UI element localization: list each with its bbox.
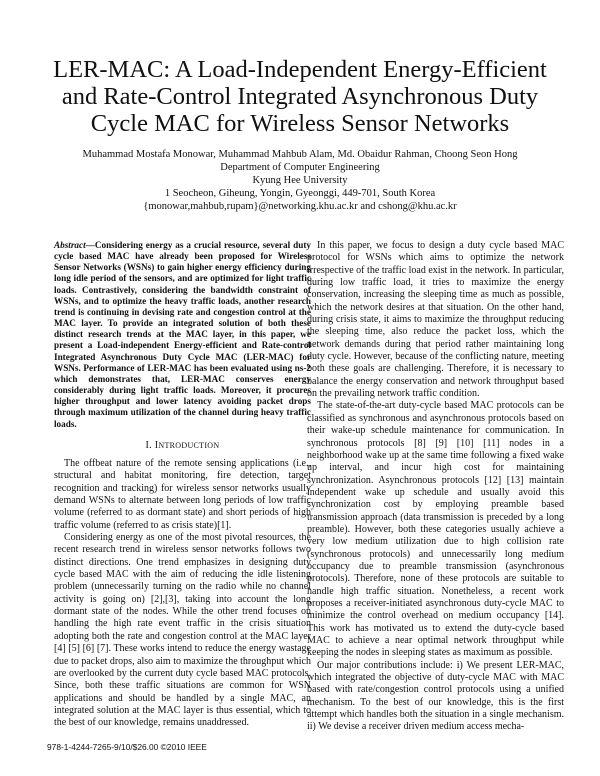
department: Department of Computer Engineering bbox=[220, 162, 380, 173]
email: {monowar,mahbub,rupam}@networking.khu.ac.kr and cshong@khu.ac.kr bbox=[143, 201, 457, 212]
section-heading-numeral: I. I bbox=[145, 439, 159, 451]
paragraph: Our major contributions include: i) We present LER-MAC, which integrated the objective of duty-cycle MAC with MAC based with rate/congestion control protocols using a unified mechanism. To the best of our knowledge, this is the first attempt which handles both the situation in a single mechanism. ii) We devise a receiver driven medium access mecha- bbox=[307, 659, 564, 733]
paragraph: The state-of-the-art duty-cycle based MAC protocols can be classified as synchronous and asynchronous protocols based on their wake-up schedule maintenance for communication. In synchronous protocols [8] [9] [10] [11] nodes in a neighborhood wake up at the same time following a fixed wake up interval, and incur high cost for maintaining synchronization. Asynchronous protocols [12] [13] maintain independent wake up schedule and usually avoid this synchronization cost by employing preamble based transmission approach (data transmission is preceded by a long preamble). However, both these categories usually achieve a very low medium utilization due to high collision rate (synchronous protocols) and unnecessarily long medium occupancy due to preamble transmission (asynchronous protocols). Therefore, none of these protocols are suitable to handle high traffic situation. Nonetheless, a recent work proposes a receiver-initiated asynchronous duty-cycle MAC to minimize the control overhead on medium occupancy [14]. This work has motivated us to extend the duty-cycle based MAC to achieve a near optimal network throughput while keeping the nodes in sleeping states as maximum as possible. bbox=[307, 400, 564, 659]
author-names: Muhammad Mostafa Monowar, Muhammad Mahbub Alam, Md. Obaidur Rahman, Choong Seon Hong bbox=[82, 149, 518, 160]
paper-title bbox=[40, 56, 560, 137]
paragraph: Considering energy as one of the most pivotal resources, the recent research trend in wireless sensor networks follows two distinct directions. One trend emphasizes in designing duty cycle based MAC with the aim of reducing the idle listening problem (unnecessarily turning on the radio while no channel activity is going on) [2],[3], taking into account the long dormant state of the nodes. While the other trend focuses on handling the high rate event traffic in the crisis situation adopting both the rate and congestion control at the MAC layer [4] [5] [6] [7]. These works intend to reduce the energy wastage due to packet drops, also aim to maximize the throughput which are overlooked by the current duty cycle based MAC protocols. Since, both these traffic situations are common for WSN applications and should be handled by a single MAC, an integrated solution at the MAC layer is thus essential, which to the best of our knowledge, remains unaddressed. bbox=[54, 532, 311, 729]
university: Kyung Hee University bbox=[252, 175, 348, 186]
section-heading-rest: NTRODUCTION bbox=[158, 440, 220, 450]
abstract-label: Abstract bbox=[54, 240, 86, 250]
author-block bbox=[40, 148, 560, 213]
right-column bbox=[307, 240, 564, 734]
abstract bbox=[54, 240, 311, 430]
paragraph: The offbeat nature of the remote sensing applications (i.e., structural and habitat monitoring, fire detection, target recognition and tracking) for wireless sensor networks usually demand WSNs to alternate between long periods of low traffic volume (referred to as dormant state) and short periods of high traffic volume (referred to as crisis state)[1]. bbox=[54, 458, 311, 531]
abstract-text: —Considering energy as a crucial resource, several duty cycle based MAC have already been proposed for Wireless Sensor Networks (WSNs) to gain higher energy efficiency during long idle period of the sensors, and are optimized for light traffic loads. Contrastively, considering the bandwidth constraint of WSNs, and to optimize the heavy traffic loads, another research trend is continuing in devising rate and congestion control at the MAC layer. To provide an integrated solution of both these distinct research trends at the MAC layer, in this paper, we present a Load-independent Energy-efficient and Rate-control Integrated Asynchronous Duty Cycle MAC (LER-MAC) for WSNs. Performance of LER-MAC has been evaluated using ns-2 which demonstrates that, LER-MAC conserves energy considerably during light traffic loads. Moreover, it procures higher throughput and lower latency avoiding packet drops through maximum utilization of the channel during heavy traffic loads. bbox=[54, 240, 311, 429]
title-line-1: LER-MAC: A Load-Independent Energy-Efficient bbox=[53, 56, 547, 83]
section-heading-introduction bbox=[54, 440, 311, 452]
copyright-footer: 978-1-4244-7265-9/10/$26.00 ©2010 IEEE bbox=[47, 742, 207, 752]
title-line-3: Cycle MAC for Wireless Sensor Networks bbox=[90, 110, 510, 137]
title-line-2: and Rate-Control Integrated Asynchronous Duty bbox=[61, 83, 539, 110]
address: 1 Seocheon, Giheung, Yongin, Gyeonggi, 449-701, South Korea bbox=[164, 188, 436, 199]
paragraph: In this paper, we focus to design a duty cycle based MAC protocol for WSNs which aims to optimize the network irrespective of the traffic load exist in the network. In particular, during low traffic load, it tries to maximize the energy conservation, increasing the sleeping time as much as possible, which the network desires at that situation. On the other hand, during crisis state, it aims to maximize the throughput reducing the sleeping time, also reduce the packet loss, which the network demands during that period rather maintaining long duty cycle. However, because of the conflicting nature, meeting both these goals are challenging. Therefore, it is necessary to balance the energy conservation and network throughput based on the prevailing network traffic condition. bbox=[307, 240, 564, 400]
left-column bbox=[54, 240, 311, 730]
